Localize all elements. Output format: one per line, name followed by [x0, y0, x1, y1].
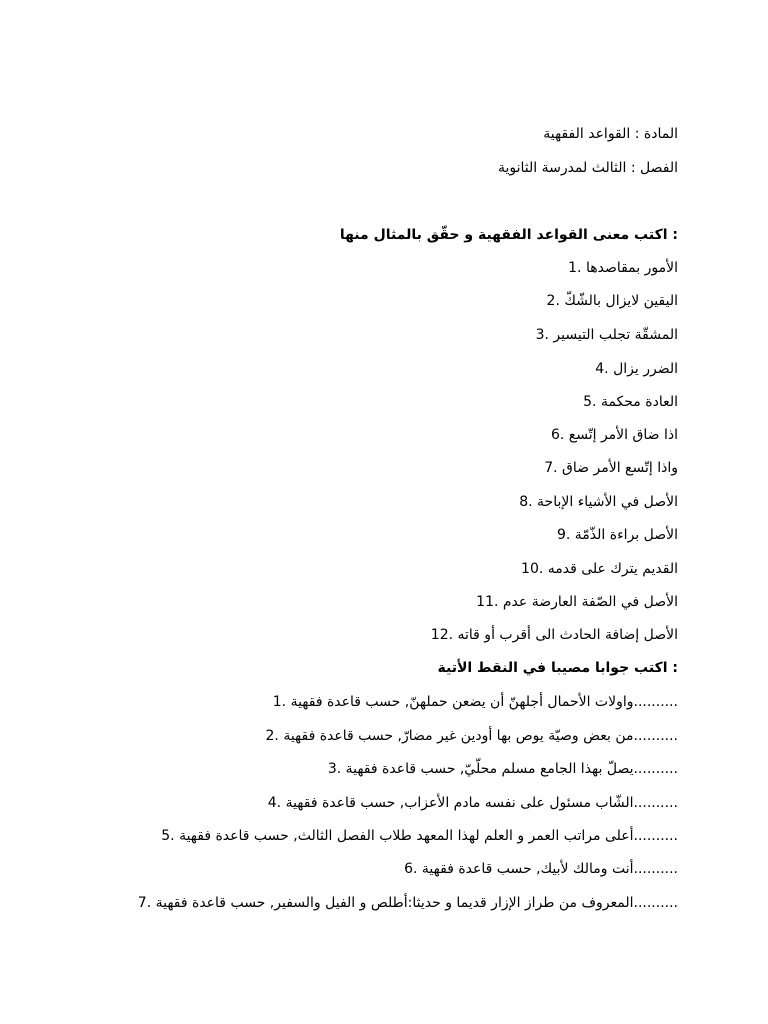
item-number: 9. — [556, 527, 571, 543]
item-text: الأمور بمقاصدها — [585, 260, 678, 276]
list-item — [78, 724, 678, 748]
item-text: الضرر يزال — [613, 361, 678, 377]
list-item — [78, 690, 678, 714]
item-number: 5. — [583, 394, 597, 410]
item-number: 1. — [568, 260, 582, 276]
item-number: 8. — [519, 494, 533, 510]
list-item — [78, 390, 678, 414]
list-item — [78, 791, 678, 815]
class-line: الفصل : الثالث لمدرسة الثانوية — [497, 160, 678, 176]
item-text: القديم يترك على قدمه — [547, 561, 678, 577]
list-item — [78, 623, 678, 647]
item-text: الأصل في الصّفة العارضة عدم — [502, 594, 678, 610]
item-number: 6. — [550, 427, 565, 443]
item-text: الأصل إضافة الحادث الى أقرب أو قاته — [457, 627, 678, 643]
list-item — [78, 357, 678, 381]
item-number: 10. — [521, 561, 544, 577]
item-number: 11. — [476, 594, 499, 610]
item-number: 6. — [404, 861, 418, 877]
item-number: 7. — [137, 895, 152, 911]
item-text: ..........المعروف من طراز الإزار قديما و حديثا:أطلص و الفيل والسفير, حسب قاعدة فقهية — [155, 895, 678, 911]
item-number: 2. — [546, 293, 560, 309]
item-text: ..........أعلى مراتب العمر و العلم لهذا المعهد طلاب الفصل الثالث, حسب قاعدة فقهية — [179, 828, 678, 844]
item-text: ..........الشّاب مسئول على نفسه مادم الأعزاب, حسب قاعدة فقهية — [285, 795, 678, 811]
subject-line: المادة : القواعد الفقهية — [543, 126, 678, 142]
item-number: 2. — [265, 728, 279, 744]
list-item — [78, 557, 678, 581]
section2-heading: اكتب جوابا مصيبا في النقط الأتية : — [437, 660, 678, 676]
item-text: اليقين لايزال بالشّكّ — [564, 293, 678, 309]
list-item — [78, 891, 678, 915]
item-text: اذا ضاق الأمر إتّسع — [568, 427, 678, 443]
item-text: العادة محكمة — [600, 394, 678, 410]
item-number: 4. — [595, 361, 609, 377]
item-number: 5. — [161, 828, 175, 844]
list-item — [78, 857, 678, 881]
item-number: 4. — [267, 795, 282, 811]
list-item — [78, 523, 678, 547]
item-number: 12. — [430, 627, 454, 643]
section1-heading: اكتب معنى القواعد الفقهية و حقّق بالمثال منها : — [339, 227, 678, 243]
list-item — [78, 757, 678, 781]
item-text: واذا إتّسع الأمر ضاق — [562, 460, 678, 476]
item-text: ..........يصلّ بهذا الجامع مسلم محلّيّ, حسب قاعدة فقهية — [345, 761, 678, 777]
item-text: ..........من بعض وصيّة يوص بها أودين غير مضارّ, حسب قاعدة فقهية — [283, 728, 678, 744]
item-text: الأصل في الأشياء الإباحة — [537, 494, 678, 510]
list-item — [78, 256, 678, 280]
item-text: ..........واولات الأحمال أجلهنّ أن يضعن حملهنّ, حسب قاعدة فقهية — [290, 694, 678, 710]
item-number: 1. — [272, 694, 287, 710]
item-text: الأصل براءة الذّمّة — [574, 527, 678, 543]
list-item — [78, 824, 678, 848]
item-number: 3. — [327, 761, 342, 777]
list-item — [78, 590, 678, 614]
item-text: المشقّة تجلب التيسير — [553, 327, 678, 343]
item-number: 7. — [544, 460, 558, 476]
list-item — [78, 289, 678, 313]
item-number: 3. — [535, 327, 549, 343]
item-text: ..........أنت ومالك لأبيك, حسب قاعدة فقهية — [421, 861, 678, 877]
list-item — [78, 423, 678, 447]
list-item — [78, 323, 678, 347]
list-item — [78, 490, 678, 514]
list-item — [78, 456, 678, 480]
